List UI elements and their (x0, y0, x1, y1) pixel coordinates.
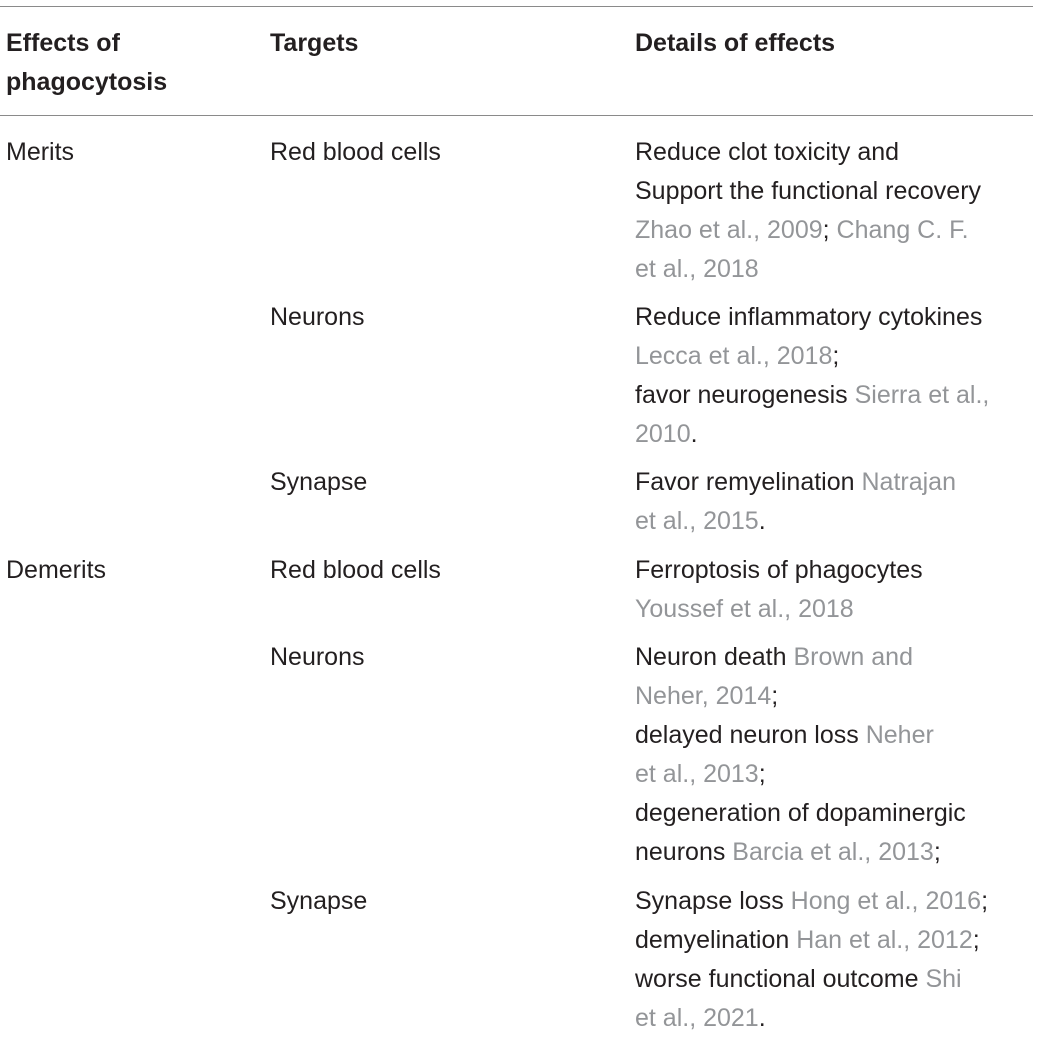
details-cell (635, 882, 988, 1038)
header-details: Details of effects (635, 29, 836, 57)
details-text: worse functional outcome (635, 965, 926, 993)
details-line (635, 921, 988, 960)
details-line (635, 172, 981, 211)
header-effects-line-2: phagocytosis (6, 68, 168, 96)
details-line (635, 551, 923, 590)
details-text: favor neurogenesis (635, 381, 855, 409)
citation-text: Youssef et al., 2018 (635, 595, 854, 623)
details-line (635, 415, 989, 454)
details-line (635, 590, 923, 629)
citation-text: Lecca et al., 2018 (635, 342, 833, 370)
citation-text: Brown and (793, 643, 913, 671)
details-cell (635, 133, 981, 289)
citation-text: Sierra et al., (854, 381, 990, 409)
details-line (635, 833, 966, 872)
citation-text: Shi (925, 965, 962, 993)
citation-text: 2010 (635, 420, 691, 448)
effect-cell: Merits (6, 138, 75, 166)
details-line (635, 638, 966, 677)
details-line (635, 755, 966, 794)
header-effects-line-1: Effects of (6, 29, 120, 57)
details-line (635, 677, 966, 716)
details-text: Ferroptosis of phagocytes (635, 556, 923, 584)
details-line (635, 999, 988, 1038)
details-text: degeneration of dopaminergic (635, 799, 966, 827)
citation-text: Zhao et al., 2009 (635, 216, 823, 244)
details-text: delayed neuron loss (635, 721, 866, 749)
details-line (635, 716, 966, 755)
target-cell: Red blood cells (270, 556, 441, 584)
citation-text: et al., 2013 (635, 760, 759, 788)
citation-text: Han et al., 2012 (796, 926, 973, 954)
details-text: Reduce inflammatory cytokines (635, 303, 983, 331)
details-text: ; (981, 887, 989, 915)
citation-text: Chang C. F. (836, 216, 969, 244)
details-line (635, 502, 956, 541)
details-text: Synapse loss (635, 887, 791, 915)
details-line (635, 298, 989, 337)
details-line (635, 794, 966, 833)
details-text: demyelination (635, 926, 797, 954)
target-cell: Synapse (270, 887, 368, 915)
citation-text: Natrajan (861, 468, 956, 496)
header-effects (6, 24, 167, 102)
details-line (635, 250, 981, 289)
citation-text: Barcia et al., 2013 (732, 838, 934, 866)
citation-text: et al., 2018 (635, 255, 759, 283)
citation-text: et al., 2021 (635, 1004, 759, 1032)
details-line (635, 960, 988, 999)
citation-text: et al., 2015 (635, 507, 759, 535)
details-line (635, 337, 989, 376)
target-cell: Synapse (270, 468, 368, 496)
details-text: . (690, 420, 698, 448)
details-line (635, 211, 981, 250)
details-text: ; (758, 760, 766, 788)
citation-text: Neher, 2014 (635, 682, 772, 710)
details-cell (635, 638, 966, 872)
citation-text: Neher (865, 721, 934, 749)
details-line (635, 133, 981, 172)
details-text: neurons (635, 838, 733, 866)
details-text: . (758, 1004, 766, 1032)
details-text: ; (832, 342, 840, 370)
details-cell (635, 463, 956, 541)
citation-text: Hong et al., 2016 (790, 887, 982, 915)
target-cell: Neurons (270, 303, 365, 331)
header-targets: Targets (270, 29, 359, 57)
details-line (635, 376, 989, 415)
details-text: Favor remyelination (635, 468, 862, 496)
details-text: ; (972, 926, 980, 954)
details-text: Neuron death (635, 643, 794, 671)
effect-cell: Demerits (6, 556, 107, 584)
details-line (635, 463, 956, 502)
details-line (635, 882, 988, 921)
details-text: ; (933, 838, 941, 866)
header-rule (0, 115, 1033, 116)
target-cell: Red blood cells (270, 138, 441, 166)
details-text: ; (771, 682, 779, 710)
details-cell (635, 298, 989, 454)
details-text: . (758, 507, 766, 535)
details-cell (635, 551, 923, 629)
details-text: Reduce clot toxicity and (635, 138, 900, 166)
top-rule (0, 6, 1033, 7)
details-text: ; (822, 216, 837, 244)
target-cell: Neurons (270, 643, 365, 671)
details-text: Support the functional recovery (635, 177, 982, 205)
